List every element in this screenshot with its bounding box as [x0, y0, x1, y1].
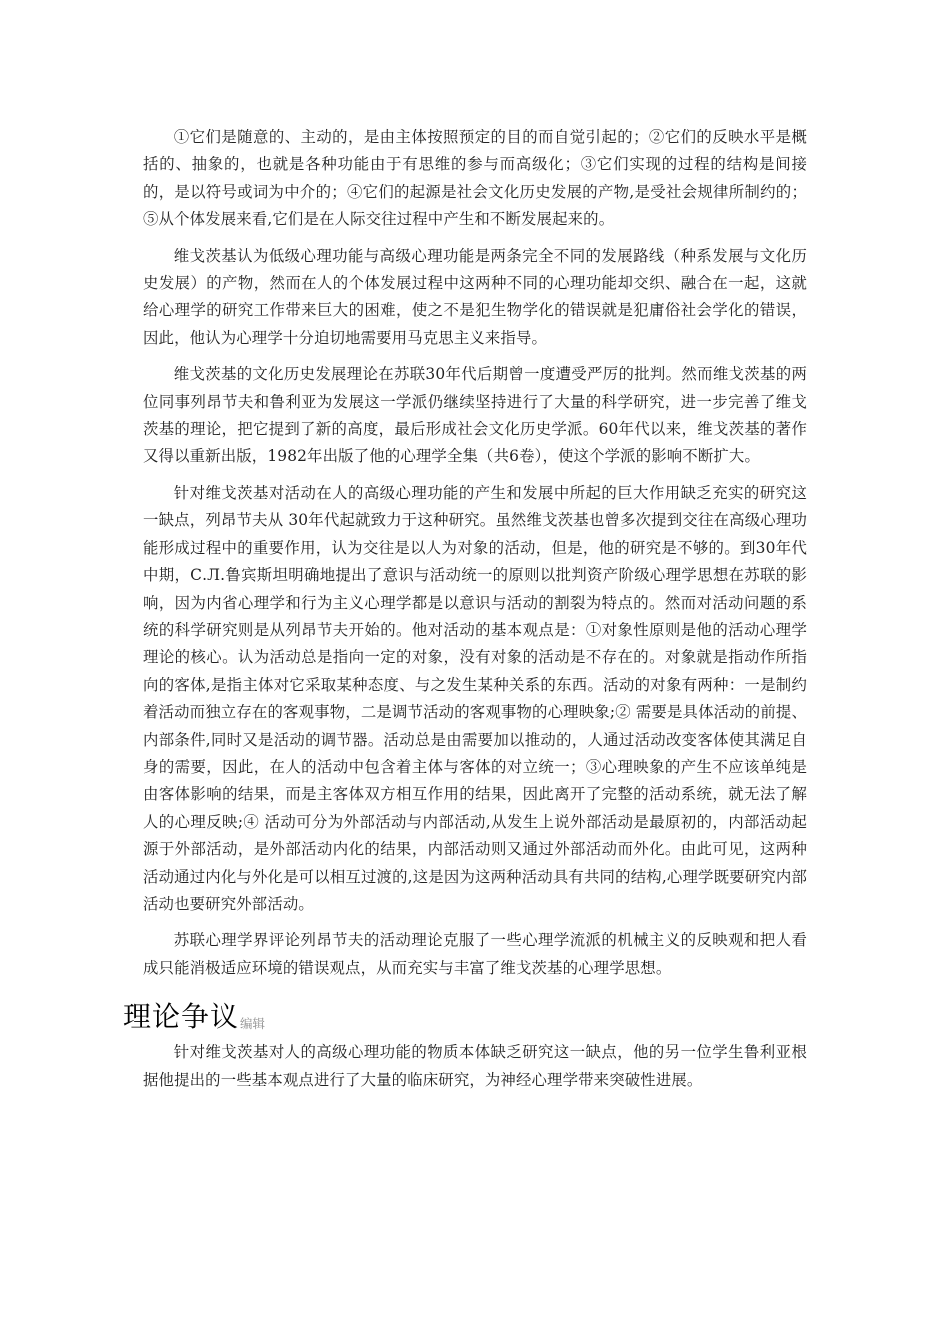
- document-page: [123, 124, 807, 1103]
- paragraph-two-development-lines: 维戈茨基认为低级心理功能与高级心理功能是两条完全不同的发展路线（种系发展与文化历史发展）的产物，然而在人的个体发展过程中这两种不同的心理功能却交织、融合在一起，这就给心理学的研究工作带来巨大的困难，使之不是犯生物学化的错误就是犯庸俗社会学化的错误，因此，他认为心理学十分迫切地需要用马克思主义来指导。: [143, 246, 807, 347]
- paragraph-leontiev-activity-theory: 针对维戈茨基对活动在人的高级心理功能的产生和发展中所起的巨大作用缺乏充实的研究这一缺点，列昂节夫从 30年代起就致力于这种研究。虽然维戈茨基也曾多次提到交往在高级心理功能形成过程中的重要作用，认为交往是以人为对象的活动，但是，他的研究是不够的。到30年代中期，С.Л.鲁宾斯坦明确地提出了意识与活动统一的原则以批判资产阶级心理学思想在苏联的影响，因为内省心理学和行为主义心理学都是以意识与活动的割裂为特点的。然而对活动问题的系统的科学研究则是从列昂节夫开始的。他对活动的基本观点是：①对象性原则是他的活动心理学理论的核心。认为活动总是指向一定的对象，没有对象的活动是不存在的。对象就是指动作所指向的客体,是指主体对它采取某种态度、与之发生某种关系的东西。活动的对象有两种：一是制约着活动而独立存在的客观事物，二是调节活动的客观事物的心理映象;② 需要是具体活动的前提、内部条件,同时又是活动的调节器。活动总是由需要加以推动的，人通过活动改变客体使其满足自身的需要，因此，在人的活动中包含着主体与客体的对立统一；③心理映象的产生不应该单纯是由客体影响的结果，而是主客体双方相互作用的结果，因此离开了完整的活动系统，就无法了解人的心理反映;④ 活动可分为外部活动与内部活动,从发生上说外部活动是最原初的，内部活动起源于外部活动，是外部活动内化的结果，内部活动则又通过外部活动而外化。由此可见，这两种活动通过内化与外化是可以相互过渡的,这是因为这两种活动具有共同的结构,心理学既要研究内部活动也要研究外部活动。: [143, 483, 807, 913]
- paragraph-soviet-evaluation: 苏联心理学界评论列昂节夫的活动理论克服了一些心理学流派的机械主义的反映观和把人看成只能消极适应环境的错误观点，从而充实与丰富了维戈茨基的心理学思想。: [143, 931, 807, 977]
- edit-link[interactable]: 编辑: [240, 1016, 266, 1032]
- paragraph-luria-neuropsychology: 针对维戈茨基对人的高级心理功能的物质本体缺乏研究这一缺点，他的另一位学生鲁利亚根据他提出的一些基本观点进行了大量的临床研究，为神经心理学带来突破性进展。: [143, 1043, 807, 1089]
- paragraph-higher-functions-traits: ①它们是随意的、主动的，是由主体按照预定的目的而自觉引起的；②它们的反映水平是概括的、抽象的，也就是各种功能由于有思维的参与而高级化；③它们实现的过程的结构是间接的，是以符号或词为中介的；④它们的起源是社会文化历史发展的产物,是受社会规律所制约的；⑤从个体发展来看,它们是在人际交往过程中产生和不断发展起来的。: [143, 128, 807, 229]
- section-title: 理论争议: [123, 1000, 240, 1034]
- paragraph-cultural-historical-school: 维戈茨基的文化历史发展理论在苏联30年代后期曾一度遭受严厉的批判。然而维戈茨基的两位同事列昂节夫和鲁利亚为发展这一学派仍继续坚持进行了大量的科学研究，进一步完善了维戈茨基的理论，把它提到了新的高度，最后形成社会文化历史学派。60年代以来，维戈茨基的著作又得以重新出版，1982年出版了他的心理学全集（共6卷），使这个学派的影响不断扩大。: [143, 365, 807, 466]
- section-heading: [123, 991, 807, 1037]
